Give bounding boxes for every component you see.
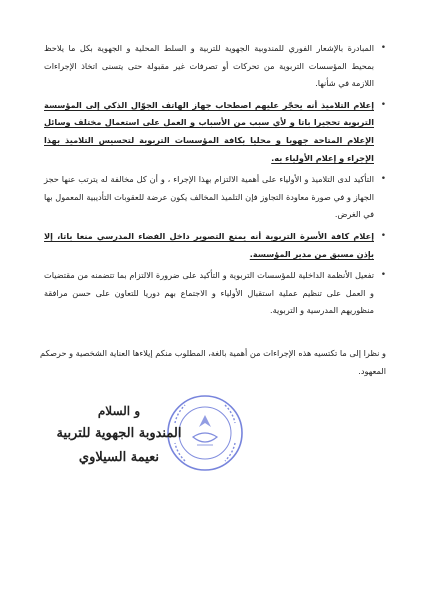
bullet-icon: • xyxy=(380,270,386,281)
salutation: و السلام xyxy=(97,404,141,418)
bullet-icon: • xyxy=(380,230,386,241)
item-text-emphasized: إعلام كافة الأسرة التربوية أنه يمنع التصوير داخل الفضاء المدرسي منعا باتا، إلا بإذن مسبق من مدير المؤسسة. xyxy=(44,230,374,259)
item-text: المبادرة بالإشعار الفوري للمندوبية الجهوية للتربية و السلط المحلية و الجهوية بكل ما يلاحظ بمحيط المؤسسات التربوية من تحركات أو تصرفات غير مقبولة حتى يتسنى اتخاذ الإجراءات اللازمة في شأنها. xyxy=(44,43,374,89)
list-item xyxy=(44,267,386,320)
list-item xyxy=(44,171,386,224)
list-item xyxy=(44,228,386,263)
directives-list xyxy=(44,40,386,324)
signatory-title: المندوبة الجهوية للتربية xyxy=(56,426,182,441)
bullet-icon: • xyxy=(380,43,386,53)
item-text-emphasized: إعلام التلاميذ أنه يحجّر عليهم اصطحاب جهاز الهاتف الجوّال الذكي إلى المؤسسة التربوية تحجيرا باتا و لأي سبب من الأسباب و العمل على استعمال مختلف وسائل الإعلام المتاحة جهويا و محليا بكافة المؤسسات التربوية لتحسيس التلاميذ بهذا الإجراء و إعلام الأولياء به. xyxy=(44,99,374,163)
signatory-name: نعيمة السيلاوي xyxy=(78,450,160,465)
signature-block xyxy=(44,400,194,470)
closing-paragraph: و نظرا إلى ما تكتسيه هذه الإجراءات من أهمية بالغة، المطلوب منكم إيلاءها العناية الشخصية و حرصكم المعهود. xyxy=(40,348,386,376)
list-item xyxy=(44,40,386,93)
bullet-icon: • xyxy=(380,174,386,185)
item-text: التأكيد لدى التلاميذ و الأولياء على أهمية الالتزام بهذا الإجراء ، و أن كل مخالفة له يترتب عنها حجز الجهاز و في صورة معاودة التجاوز فإن التلميذ المخالف يكون عرضة للعقوبات التأديبية المعمول بها في الغرض. xyxy=(44,174,374,220)
item-text: تفعيل الأنظمة الداخلية للمؤسسات التربوية و التأكيد على ضرورة الالتزام بما تتضمنه من مقتضيات و العمل على تنظيم عملية استقبال الأولياء و الاجتماع بهم دوريا للتعاون على حسن مرافقة منظوريهم المدرسية و التربوية. xyxy=(44,270,374,316)
bullet-icon: • xyxy=(380,99,386,110)
list-item xyxy=(44,97,386,167)
